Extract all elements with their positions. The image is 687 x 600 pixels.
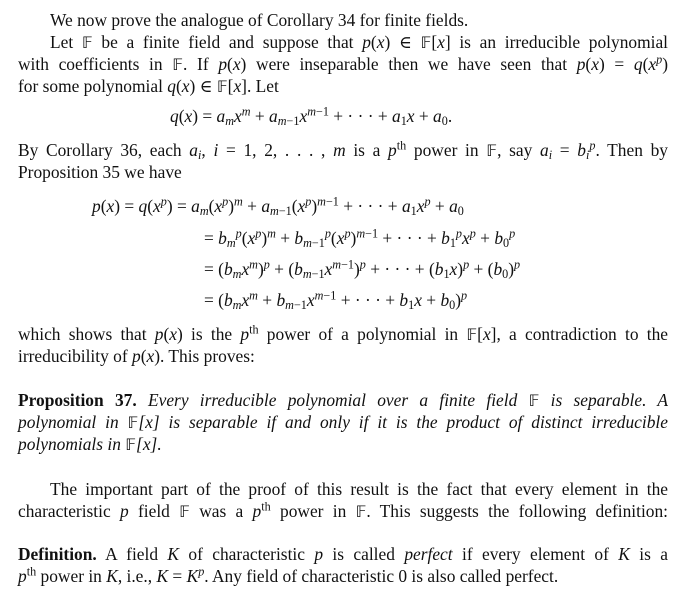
equation-line-1: $p(x) = q(x^p) = a_m(x^p)^m + a_{m-1}(x^p)^{m-1}$ + · · · + $a_1x^p + a_0$ — [92, 194, 464, 219]
text-line-13: irreducibility of p(x). This proves: — [18, 346, 255, 366]
text-line-12: which shows that p(x) is the $p^{th}$ power of a polynomial in 𝔽[x], a contradiction to the — [18, 322, 668, 344]
text-line-4: for some polynomial q(x) ∈ 𝔽[x]. Let — [18, 76, 279, 96]
equation-q: $q(x) = a_mx^m + a_{m-1}x^{m-1}$ + · · · + $a_1x + a_0$. — [170, 104, 453, 129]
text-line-3: with coefficients in 𝔽. If p(x) were inseparable then we have seen that $p(x) = q(x^p)$ — [18, 52, 668, 74]
proposition-heading: Proposition 37. — [18, 390, 137, 410]
text-line-7: Proposition 35 we have — [18, 162, 182, 182]
equation-line-4: = ($b_mx^m + b_{m-1}x^{m-1}$ + · · · + $b_1x + b_0)^p$ — [204, 288, 468, 313]
proposition-37-line-3: polynomials in 𝔽[x]. — [18, 434, 162, 454]
text-line-6: By Corollary 36, each $a_i$, i = 1, 2, . . . , m is a $p^{th}$ power in 𝔽, say $a_i = b_i^p$. Then by — [18, 138, 668, 163]
proposition-37-line-2: polynomial in 𝔽[x] is separable if and only if it is the product of distinct irreducible — [18, 412, 668, 432]
definition-line-2: $p^{th}$ power in K, i.e., $K = K^p$. Any field of characteristic 0 is also called perfect. — [18, 564, 559, 586]
equation-line-2: = $b_m^p(x^p)^m + b_{m-1}^p(x^p)^{m-1}$ + · · · + $b_1^px^p + b_0^p$ — [204, 226, 516, 251]
text-line-17: The important part of the proof of this result is the fact that every element in the — [50, 479, 668, 499]
text-line-2: Let 𝔽 be a finite field and suppose that p(x) ∈ 𝔽[x] is an irreducible polynomial — [50, 32, 668, 52]
text-line-1: We now prove the analogue of Corollary 34 for finite fields. — [50, 10, 469, 30]
equation-line-3: = $(b_mx^m)^p + (b_{m-1}x^{m-1})^p$ + · · · + $(b_1x)^p + (b_0)^p$ — [204, 257, 521, 282]
perfect-term: perfect — [404, 544, 453, 564]
definition-heading: Definition. — [18, 544, 97, 564]
definition-line-1: Definition. A field K of characteristic p is called perfect if every element of K is a — [18, 544, 668, 564]
proposition-37-line-1: Proposition 37. Every irreducible polynomial over a finite field 𝔽 is separable. A — [18, 390, 669, 410]
text-line-18: characteristic p field 𝔽 was a $p^{th}$ power in 𝔽. This suggests the following definition: — [18, 499, 669, 521]
